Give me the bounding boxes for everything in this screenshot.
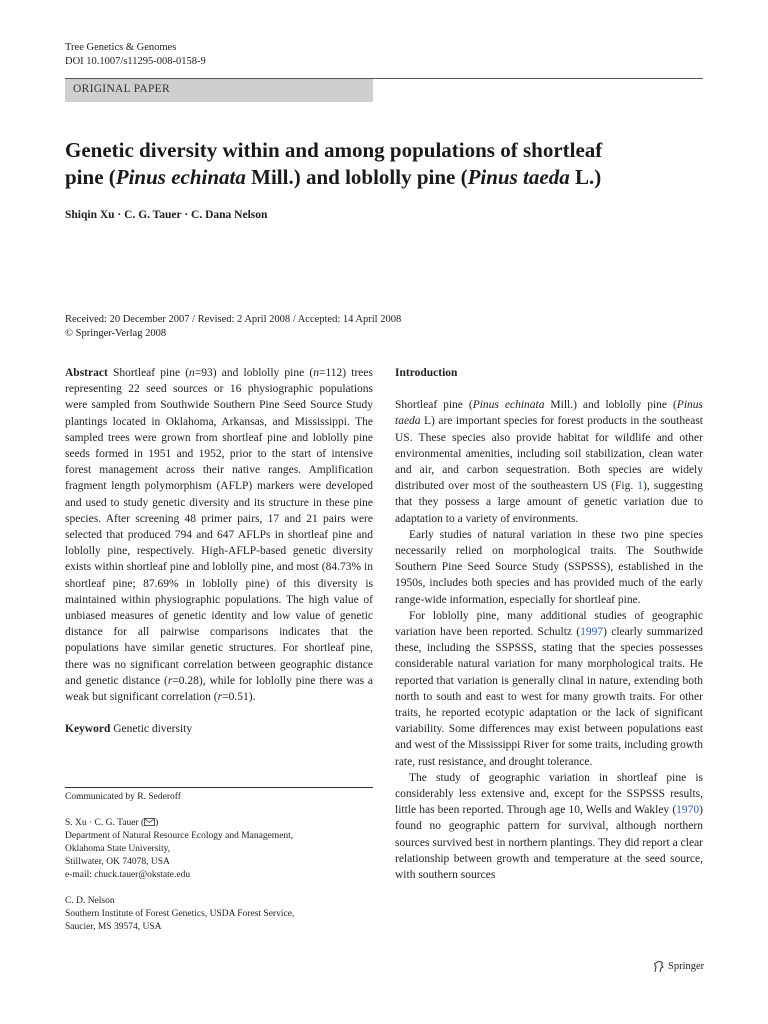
aff2-name: C. D. Nelson bbox=[65, 896, 115, 906]
title-species-1: Pinus echinata bbox=[115, 165, 246, 189]
intro-text: For loblolly pine, many additional studies of geographic variation have been reported. Schultz ( bbox=[395, 609, 703, 639]
aff1-close: ) bbox=[155, 818, 159, 828]
keyword-line bbox=[65, 721, 373, 737]
abstract-text: =93) and loblolly pine ( bbox=[194, 367, 314, 379]
title-text: L.) bbox=[569, 165, 602, 189]
intro-text: ) found no geographic pattern for survival, although northern sources survived best in northern plantings. They did report a clear relationship between growth and temperature at the seed source, with southern sources bbox=[395, 804, 703, 882]
abstract-var: n bbox=[313, 367, 319, 379]
right-column bbox=[395, 365, 703, 883]
aff1-univ: Oklahoma State University, bbox=[65, 844, 171, 854]
aff2-city: Saucier, MS 39574, USA bbox=[65, 922, 162, 932]
communicated-by: Communicated by R. Sederoff bbox=[65, 792, 181, 802]
aff2-inst: Southern Institute of Forest Genetics, USDA Forest Service, bbox=[65, 909, 295, 919]
intro-paragraph-3 bbox=[395, 608, 703, 770]
copyright: © Springer-Verlag 2008 bbox=[65, 328, 167, 339]
footnote-rule bbox=[65, 787, 373, 788]
introduction-heading: Introduction bbox=[395, 367, 458, 379]
intro-text: Shortleaf pine ( bbox=[395, 399, 473, 412]
title-line-2 bbox=[65, 164, 725, 191]
abstract-var: n bbox=[189, 367, 195, 379]
left-column bbox=[65, 365, 373, 737]
affiliation-2 bbox=[65, 895, 375, 934]
intro-paragraph-4 bbox=[395, 770, 703, 883]
publisher-name: Springer bbox=[668, 961, 705, 972]
publisher-footer bbox=[652, 960, 704, 973]
abstract-text: Shortleaf pine ( bbox=[107, 367, 190, 379]
intro-species: Pinus echinata bbox=[472, 399, 545, 412]
dates-block bbox=[65, 313, 401, 341]
aff1-city: Stillwater, OK 74078, USA bbox=[65, 857, 170, 867]
abstract-text: =0.28), while for loblolly pine there was a weak but significant correlation ( bbox=[65, 674, 373, 704]
paper-type-label: ORIGINAL PAPER bbox=[73, 83, 170, 95]
intro-paragraph-1 bbox=[395, 397, 703, 527]
aff1-authors bbox=[65, 817, 375, 830]
envelope-icon bbox=[144, 818, 155, 826]
footnotes bbox=[65, 791, 375, 934]
intro-text: ) clearly summarized these, including the SSPSSS, stating that the species possesses considerable natural variation for many morphological traits. He reported that variation is generally clinal in nature, extending both north to south and east to west for many growth traits. For other traits, he reported ecotypic adaptation or the lack of significant variability. Some differences may exist between populations east and west of the Mississippi River for some traits, including growth rate, rust resistance, and drought tolerance. bbox=[395, 626, 703, 768]
abstract bbox=[65, 365, 373, 705]
title-species-2: Pinus taeda bbox=[467, 165, 570, 189]
paper-type-banner bbox=[65, 79, 373, 102]
intro-text: The study of geographic variation in shortleaf pine is considerably less extensive and, except for the SSPSSS results, little has been reported. Through age 10, Wells and Wakley ( bbox=[395, 771, 703, 817]
abstract-var: r bbox=[167, 674, 173, 687]
figure-link[interactable]: 1 bbox=[637, 480, 644, 493]
title-line-1: Genetic diversity within and among populations of shortleaf bbox=[65, 138, 603, 162]
received-dates: Received: 20 December 2007 / Revised: 2 April 2008 / Accepted: 14 April 2008 bbox=[65, 314, 402, 325]
aff1-names: S. Xu · C. G. Tauer ( bbox=[65, 818, 145, 828]
keyword-label: Keyword bbox=[65, 723, 111, 736]
aff1-email[interactable]: e-mail: chuck.tauer@okstate.edu bbox=[65, 870, 191, 880]
springer-horse-icon bbox=[652, 960, 665, 973]
title-text: pine ( bbox=[65, 165, 116, 189]
paper-title bbox=[65, 137, 725, 191]
affiliation-1 bbox=[65, 817, 375, 882]
abstract-text: =112) trees representing 22 seed sources or 16 physiographic populations were sampled from Southwide Southern Pine Seed Source Study plantings located in Oklahoma, Arkansas, and Mississippi. The sampled trees were grown from shortleaf pine and loblolly pine seeds formed in 1951 and 1952, prior to the start of intensive forest management across their native ranges. Amplification fragment length polymorphism (AFLP) markers were developed and used to study genetic diversity and its structure in these pine species. After screening 48 primer pairs, 17 and 21 pairs were selected that produced 794 and 647 AFLPs in shortleaf pine and loblolly pine, respectively. High-AFLP-based genetic diversity exists within shortleaf pine and loblolly pine, and most (84.73% in shortleaf pine; 87.69% in loblolly pine) of this diversity is maintained within physiographic populations. The high value of unbiased measures of genetic identity and low value of genetic distance for all pairwise comparisons indicates that the populations have similar genetic structures. For shortleaf pine, there was no significant correlation between geographic distance and genetic distance ( bbox=[65, 367, 373, 687]
aff1-dept: Department of Natural Resource Ecology and Management, bbox=[65, 831, 294, 841]
abstract-var: r bbox=[217, 691, 223, 704]
intro-text: L) are important species for forest products in the southeast US. These species also provide habitat for wildlife and other environmental amenities, including soil stabilization, clean water and air, and carbon sequestration. Both species are widely distributed over most of the southeastern US (Fig. bbox=[395, 415, 703, 493]
abstract-text: =0.51). bbox=[222, 691, 256, 704]
keyword-text: Genetic diversity bbox=[110, 723, 193, 736]
journal-name: Tree Genetics & Genomes bbox=[65, 42, 177, 53]
intro-text: Mill.) and loblolly pine ( bbox=[544, 399, 677, 412]
abstract-label: Abstract bbox=[65, 367, 108, 379]
doi: DOI 10.1007/s11295-008-0158-9 bbox=[65, 56, 206, 67]
citation-link[interactable]: 1970 bbox=[676, 804, 700, 817]
citation-link[interactable]: 1997 bbox=[580, 626, 604, 639]
intro-paragraph-2: Early studies of natural variation in these two pine species necessarily relied on morphological traits. The Southwide Southern Pine Seed Source Study (SSPSSS), established in the 1950s, includes both species and has provided much of the early range-wide information, especially for shortleaf pine. bbox=[395, 528, 703, 606]
authors: Shiqin Xu · C. G. Tauer · C. Dana Nelson bbox=[65, 209, 268, 221]
intro-species: Pinus taeda bbox=[395, 399, 703, 428]
title-text: Mill.) and loblolly pine ( bbox=[245, 165, 468, 189]
journal-header bbox=[65, 41, 206, 69]
intro-text: ), suggesting that they possess a large amount of genetic variation due to adaptation to a variety of environments. bbox=[395, 480, 703, 525]
